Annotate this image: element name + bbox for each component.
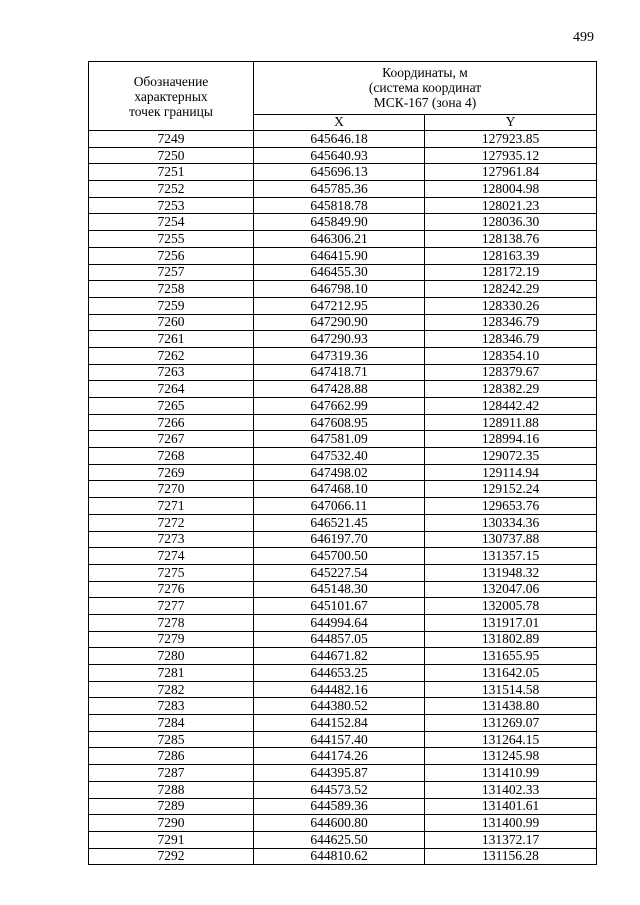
point-id-cell: 7282 — [89, 681, 254, 698]
point-id-cell: 7290 — [89, 815, 254, 832]
header-coordinates-line: (система координат — [368, 80, 482, 96]
y-coordinate-cell: 129152.24 — [425, 481, 597, 498]
table-row — [89, 364, 597, 381]
y-coordinate-cell: 131245.98 — [425, 748, 597, 765]
y-coordinate-cell: 128442.42 — [425, 398, 597, 415]
header-y: Y — [425, 114, 597, 130]
point-id-cell: 7252 — [89, 181, 254, 198]
x-coordinate-cell: 646455.30 — [254, 264, 425, 281]
table-row — [89, 381, 597, 398]
x-coordinate-cell: 645148.30 — [254, 581, 425, 598]
x-coordinate-cell: 646415.90 — [254, 247, 425, 264]
y-coordinate-cell: 129114.94 — [425, 464, 597, 481]
x-coordinate-cell: 644573.52 — [254, 781, 425, 798]
point-id-cell: 7258 — [89, 281, 254, 298]
table-row — [89, 297, 597, 314]
table-row — [89, 231, 597, 248]
y-coordinate-cell: 129072.35 — [425, 448, 597, 465]
point-id-cell: 7263 — [89, 364, 254, 381]
x-coordinate-cell: 644152.84 — [254, 715, 425, 732]
x-coordinate-cell: 645818.78 — [254, 197, 425, 214]
point-id-cell: 7274 — [89, 548, 254, 565]
table-row — [89, 831, 597, 848]
x-coordinate-cell: 647662.99 — [254, 398, 425, 415]
y-coordinate-cell: 131642.05 — [425, 665, 597, 682]
point-id-cell: 7266 — [89, 414, 254, 431]
x-coordinate-cell: 644380.52 — [254, 698, 425, 715]
x-coordinate-cell: 644994.64 — [254, 614, 425, 631]
point-id-cell: 7262 — [89, 347, 254, 364]
point-id-cell: 7275 — [89, 564, 254, 581]
x-coordinate-cell: 647608.95 — [254, 414, 425, 431]
y-coordinate-cell: 131410.99 — [425, 765, 597, 782]
point-id-cell: 7259 — [89, 297, 254, 314]
x-coordinate-cell: 647581.09 — [254, 431, 425, 448]
table-row — [89, 815, 597, 832]
point-id-cell: 7255 — [89, 231, 254, 248]
x-coordinate-cell: 644482.16 — [254, 681, 425, 698]
x-coordinate-cell: 644625.50 — [254, 831, 425, 848]
x-coordinate-cell: 647532.40 — [254, 448, 425, 465]
point-id-cell: 7267 — [89, 431, 254, 448]
y-coordinate-cell: 131401.61 — [425, 798, 597, 815]
y-coordinate-cell: 127961.84 — [425, 164, 597, 181]
y-coordinate-cell: 128354.10 — [425, 347, 597, 364]
y-coordinate-cell: 131264.15 — [425, 731, 597, 748]
table-row — [89, 665, 597, 682]
x-coordinate-cell: 647290.90 — [254, 314, 425, 331]
table-row — [89, 414, 597, 431]
x-coordinate-cell: 647212.95 — [254, 297, 425, 314]
table-row — [89, 164, 597, 181]
point-id-cell: 7281 — [89, 665, 254, 682]
table-row — [89, 681, 597, 698]
table-row — [89, 731, 597, 748]
y-coordinate-cell: 131269.07 — [425, 715, 597, 732]
table-row — [89, 331, 597, 348]
point-id-cell: 7253 — [89, 197, 254, 214]
x-coordinate-cell: 647428.88 — [254, 381, 425, 398]
table-row — [89, 715, 597, 732]
y-coordinate-cell: 131655.95 — [425, 648, 597, 665]
y-coordinate-cell: 128379.67 — [425, 364, 597, 381]
y-coordinate-cell: 128994.16 — [425, 431, 597, 448]
table-row — [89, 614, 597, 631]
point-id-cell: 7280 — [89, 648, 254, 665]
point-id-cell: 7288 — [89, 781, 254, 798]
table-row — [89, 481, 597, 498]
point-id-cell: 7251 — [89, 164, 254, 181]
header-designation-line: Обозначение — [133, 73, 209, 89]
point-id-cell: 7268 — [89, 448, 254, 465]
y-coordinate-cell: 128163.39 — [425, 247, 597, 264]
point-id-cell: 7277 — [89, 598, 254, 615]
point-id-cell: 7254 — [89, 214, 254, 231]
y-coordinate-cell: 131917.01 — [425, 614, 597, 631]
y-coordinate-cell: 131402.33 — [425, 781, 597, 798]
table-row — [89, 197, 597, 214]
x-coordinate-cell: 646306.21 — [254, 231, 425, 248]
point-id-cell: 7264 — [89, 381, 254, 398]
point-id-cell: 7287 — [89, 765, 254, 782]
point-id-cell: 7276 — [89, 581, 254, 598]
point-id-cell: 7261 — [89, 331, 254, 348]
x-coordinate-cell: 645696.13 — [254, 164, 425, 181]
table-header — [89, 62, 597, 131]
table-row — [89, 748, 597, 765]
header-x: X — [254, 114, 425, 130]
y-coordinate-cell: 131802.89 — [425, 631, 597, 648]
y-coordinate-cell: 127935.12 — [425, 147, 597, 164]
coordinates-table — [88, 61, 597, 865]
y-coordinate-cell: 129653.76 — [425, 498, 597, 515]
point-id-cell: 7273 — [89, 531, 254, 548]
point-id-cell: 7286 — [89, 748, 254, 765]
y-coordinate-cell: 130737.88 — [425, 531, 597, 548]
table-row — [89, 798, 597, 815]
table-row — [89, 181, 597, 198]
x-coordinate-cell: 644589.36 — [254, 798, 425, 815]
x-coordinate-cell: 644810.62 — [254, 848, 425, 865]
y-coordinate-cell: 131948.32 — [425, 564, 597, 581]
table-row — [89, 765, 597, 782]
point-id-cell: 7291 — [89, 831, 254, 848]
table-row — [89, 548, 597, 565]
x-coordinate-cell: 644174.26 — [254, 748, 425, 765]
y-coordinate-cell: 127923.85 — [425, 131, 597, 148]
table-row — [89, 147, 597, 164]
y-coordinate-cell: 131357.15 — [425, 548, 597, 565]
y-coordinate-cell: 131372.17 — [425, 831, 597, 848]
table-row — [89, 581, 597, 598]
x-coordinate-cell: 645101.67 — [254, 598, 425, 615]
y-coordinate-cell: 131514.58 — [425, 681, 597, 698]
y-coordinate-cell: 128138.76 — [425, 231, 597, 248]
point-id-cell: 7284 — [89, 715, 254, 732]
point-id-cell: 7289 — [89, 798, 254, 815]
point-id-cell: 7250 — [89, 147, 254, 164]
header-point-designation — [89, 62, 254, 131]
point-id-cell: 7260 — [89, 314, 254, 331]
x-coordinate-cell: 645700.50 — [254, 548, 425, 565]
table-row — [89, 498, 597, 515]
header-designation-line: характерных — [134, 88, 208, 104]
x-coordinate-cell: 646521.45 — [254, 514, 425, 531]
x-coordinate-cell: 645785.36 — [254, 181, 425, 198]
y-coordinate-cell: 132005.78 — [425, 598, 597, 615]
y-coordinate-cell: 131400.99 — [425, 815, 597, 832]
point-id-cell: 7270 — [89, 481, 254, 498]
x-coordinate-cell: 644600.80 — [254, 815, 425, 832]
header-coordinates-line: МСК-167 (зона 4) — [373, 95, 477, 111]
y-coordinate-cell: 130334.36 — [425, 514, 597, 531]
point-id-cell: 7265 — [89, 398, 254, 415]
y-coordinate-cell: 128172.19 — [425, 264, 597, 281]
table-row — [89, 347, 597, 364]
table-body — [89, 131, 597, 865]
header-designation-line: точек границы — [129, 103, 213, 119]
point-id-cell: 7249 — [89, 131, 254, 148]
y-coordinate-cell: 131156.28 — [425, 848, 597, 865]
x-coordinate-cell: 647418.71 — [254, 364, 425, 381]
table-row — [89, 564, 597, 581]
y-coordinate-cell: 128242.29 — [425, 281, 597, 298]
table-row — [89, 514, 597, 531]
x-coordinate-cell: 646798.10 — [254, 281, 425, 298]
header-coordinates-line: Координаты, м — [382, 65, 468, 81]
page-number: 499 — [573, 30, 594, 45]
y-coordinate-cell: 128036.30 — [425, 214, 597, 231]
point-id-cell: 7278 — [89, 614, 254, 631]
point-id-cell: 7272 — [89, 514, 254, 531]
table-row — [89, 448, 597, 465]
y-coordinate-cell: 132047.06 — [425, 581, 597, 598]
point-id-cell: 7292 — [89, 848, 254, 865]
table-row — [89, 598, 597, 615]
x-coordinate-cell: 644157.40 — [254, 731, 425, 748]
y-coordinate-cell: 128346.79 — [425, 314, 597, 331]
x-coordinate-cell: 645640.93 — [254, 147, 425, 164]
x-coordinate-cell: 644395.87 — [254, 765, 425, 782]
x-coordinate-cell: 647290.93 — [254, 331, 425, 348]
table-row — [89, 631, 597, 648]
point-id-cell: 7285 — [89, 731, 254, 748]
y-coordinate-cell: 128004.98 — [425, 181, 597, 198]
table-row — [89, 214, 597, 231]
y-coordinate-cell: 128330.26 — [425, 297, 597, 314]
table-row — [89, 848, 597, 865]
table-row — [89, 264, 597, 281]
table-row — [89, 464, 597, 481]
x-coordinate-cell: 647468.10 — [254, 481, 425, 498]
x-coordinate-cell: 645849.90 — [254, 214, 425, 231]
table-row — [89, 698, 597, 715]
y-coordinate-cell: 128021.23 — [425, 197, 597, 214]
table-row — [89, 531, 597, 548]
point-id-cell: 7271 — [89, 498, 254, 515]
x-coordinate-cell: 647319.36 — [254, 347, 425, 364]
point-id-cell: 7269 — [89, 464, 254, 481]
header-coordinates — [254, 62, 597, 115]
x-coordinate-cell: 644857.05 — [254, 631, 425, 648]
table-row — [89, 431, 597, 448]
x-coordinate-cell: 644653.25 — [254, 665, 425, 682]
x-coordinate-cell: 645646.18 — [254, 131, 425, 148]
x-coordinate-cell: 644671.82 — [254, 648, 425, 665]
point-id-cell: 7279 — [89, 631, 254, 648]
y-coordinate-cell: 128346.79 — [425, 331, 597, 348]
point-id-cell: 7257 — [89, 264, 254, 281]
table-row — [89, 781, 597, 798]
x-coordinate-cell: 646197.70 — [254, 531, 425, 548]
y-coordinate-cell: 128382.29 — [425, 381, 597, 398]
table-row — [89, 398, 597, 415]
y-coordinate-cell: 131438.80 — [425, 698, 597, 715]
table-row — [89, 131, 597, 148]
point-id-cell: 7256 — [89, 247, 254, 264]
table-row — [89, 281, 597, 298]
x-coordinate-cell: 647498.02 — [254, 464, 425, 481]
x-coordinate-cell: 647066.11 — [254, 498, 425, 515]
x-coordinate-cell: 645227.54 — [254, 564, 425, 581]
table-row — [89, 648, 597, 665]
y-coordinate-cell: 128911.88 — [425, 414, 597, 431]
table-row — [89, 247, 597, 264]
point-id-cell: 7283 — [89, 698, 254, 715]
table-row — [89, 314, 597, 331]
